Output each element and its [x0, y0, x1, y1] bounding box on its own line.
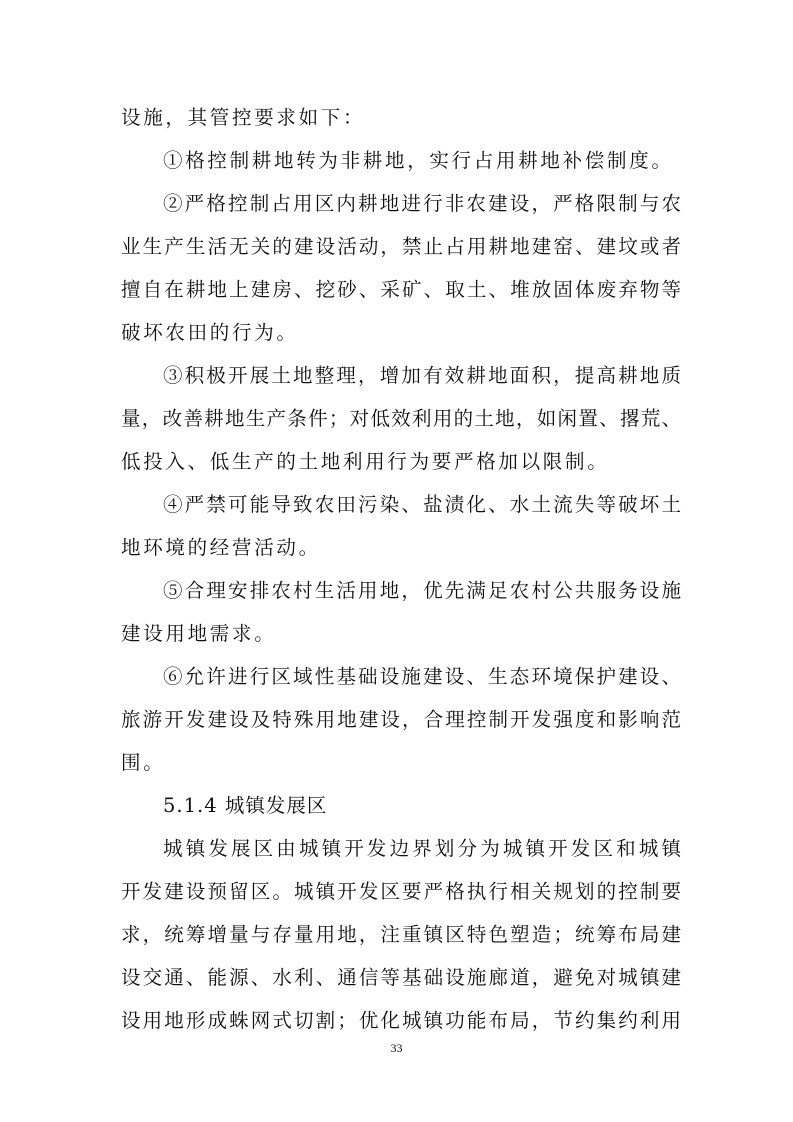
text-line: 围。	[121, 751, 166, 774]
paragraph-first-line: 城镇发展区由城镇开发边界划分为城镇开发区和城镇	[163, 837, 681, 860]
text-line: 设交通、能源、水利、通信等基础设施廊道，避免对城镇建	[121, 966, 681, 989]
text-line: 低投入、低生产的土地利用行为要严格加以限制。	[121, 450, 610, 473]
text-line: 求，统筹增量与存量用地，注重镇区特色塑造；统筹布局建	[121, 923, 681, 946]
list-item: ①格控制耕地转为非耕地，实行占用耕地补偿制度。	[163, 149, 674, 172]
list-item: ④严禁可能导致农田污染、盐渍化、水土流失等破坏土	[163, 493, 681, 516]
text-line: 设用地形成蛛网式切割；优化城镇功能布局，节约集约利用	[121, 1009, 681, 1032]
text-line: 业生产生活无关的建设活动，禁止占用耕地建窑、建坟或者	[121, 235, 681, 258]
section-heading: 5.1.4 城镇发展区	[163, 794, 328, 817]
text-line: 擅自在耕地上建房、挖砂、采矿、取土、堆放固体废弃物等	[121, 278, 681, 301]
text-line: 破坏农田的行为。	[121, 321, 299, 344]
text-line: 地环境的经营活动。	[121, 536, 321, 559]
text-line: 建设用地需求。	[121, 622, 277, 645]
text-line: 旅游开发建设及特殊用地建设，合理控制开发强度和影响范	[121, 708, 681, 731]
list-item: ③积极开展土地整理，增加有效耕地面积，提高耕地质	[163, 364, 681, 387]
text-line: 开发建设预留区。城镇开发区要严格执行相关规划的控制要	[121, 880, 681, 903]
page-number: 33	[390, 1041, 403, 1055]
list-item: ⑤合理安排农村生活用地，优先满足农村公共服务设施	[163, 579, 681, 602]
list-item: ②严格控制占用区内耕地进行非农建设，严格限制与农	[163, 192, 681, 215]
list-item: ⑥允许进行区域性基础设施建设、生态环境保护建设、	[163, 665, 681, 688]
text-line: 设施，其管控要求如下：	[121, 106, 366, 129]
text-line: 量，改善耕地生产条件；对低效利用的土地，如闲置、撂荒、	[121, 407, 681, 430]
